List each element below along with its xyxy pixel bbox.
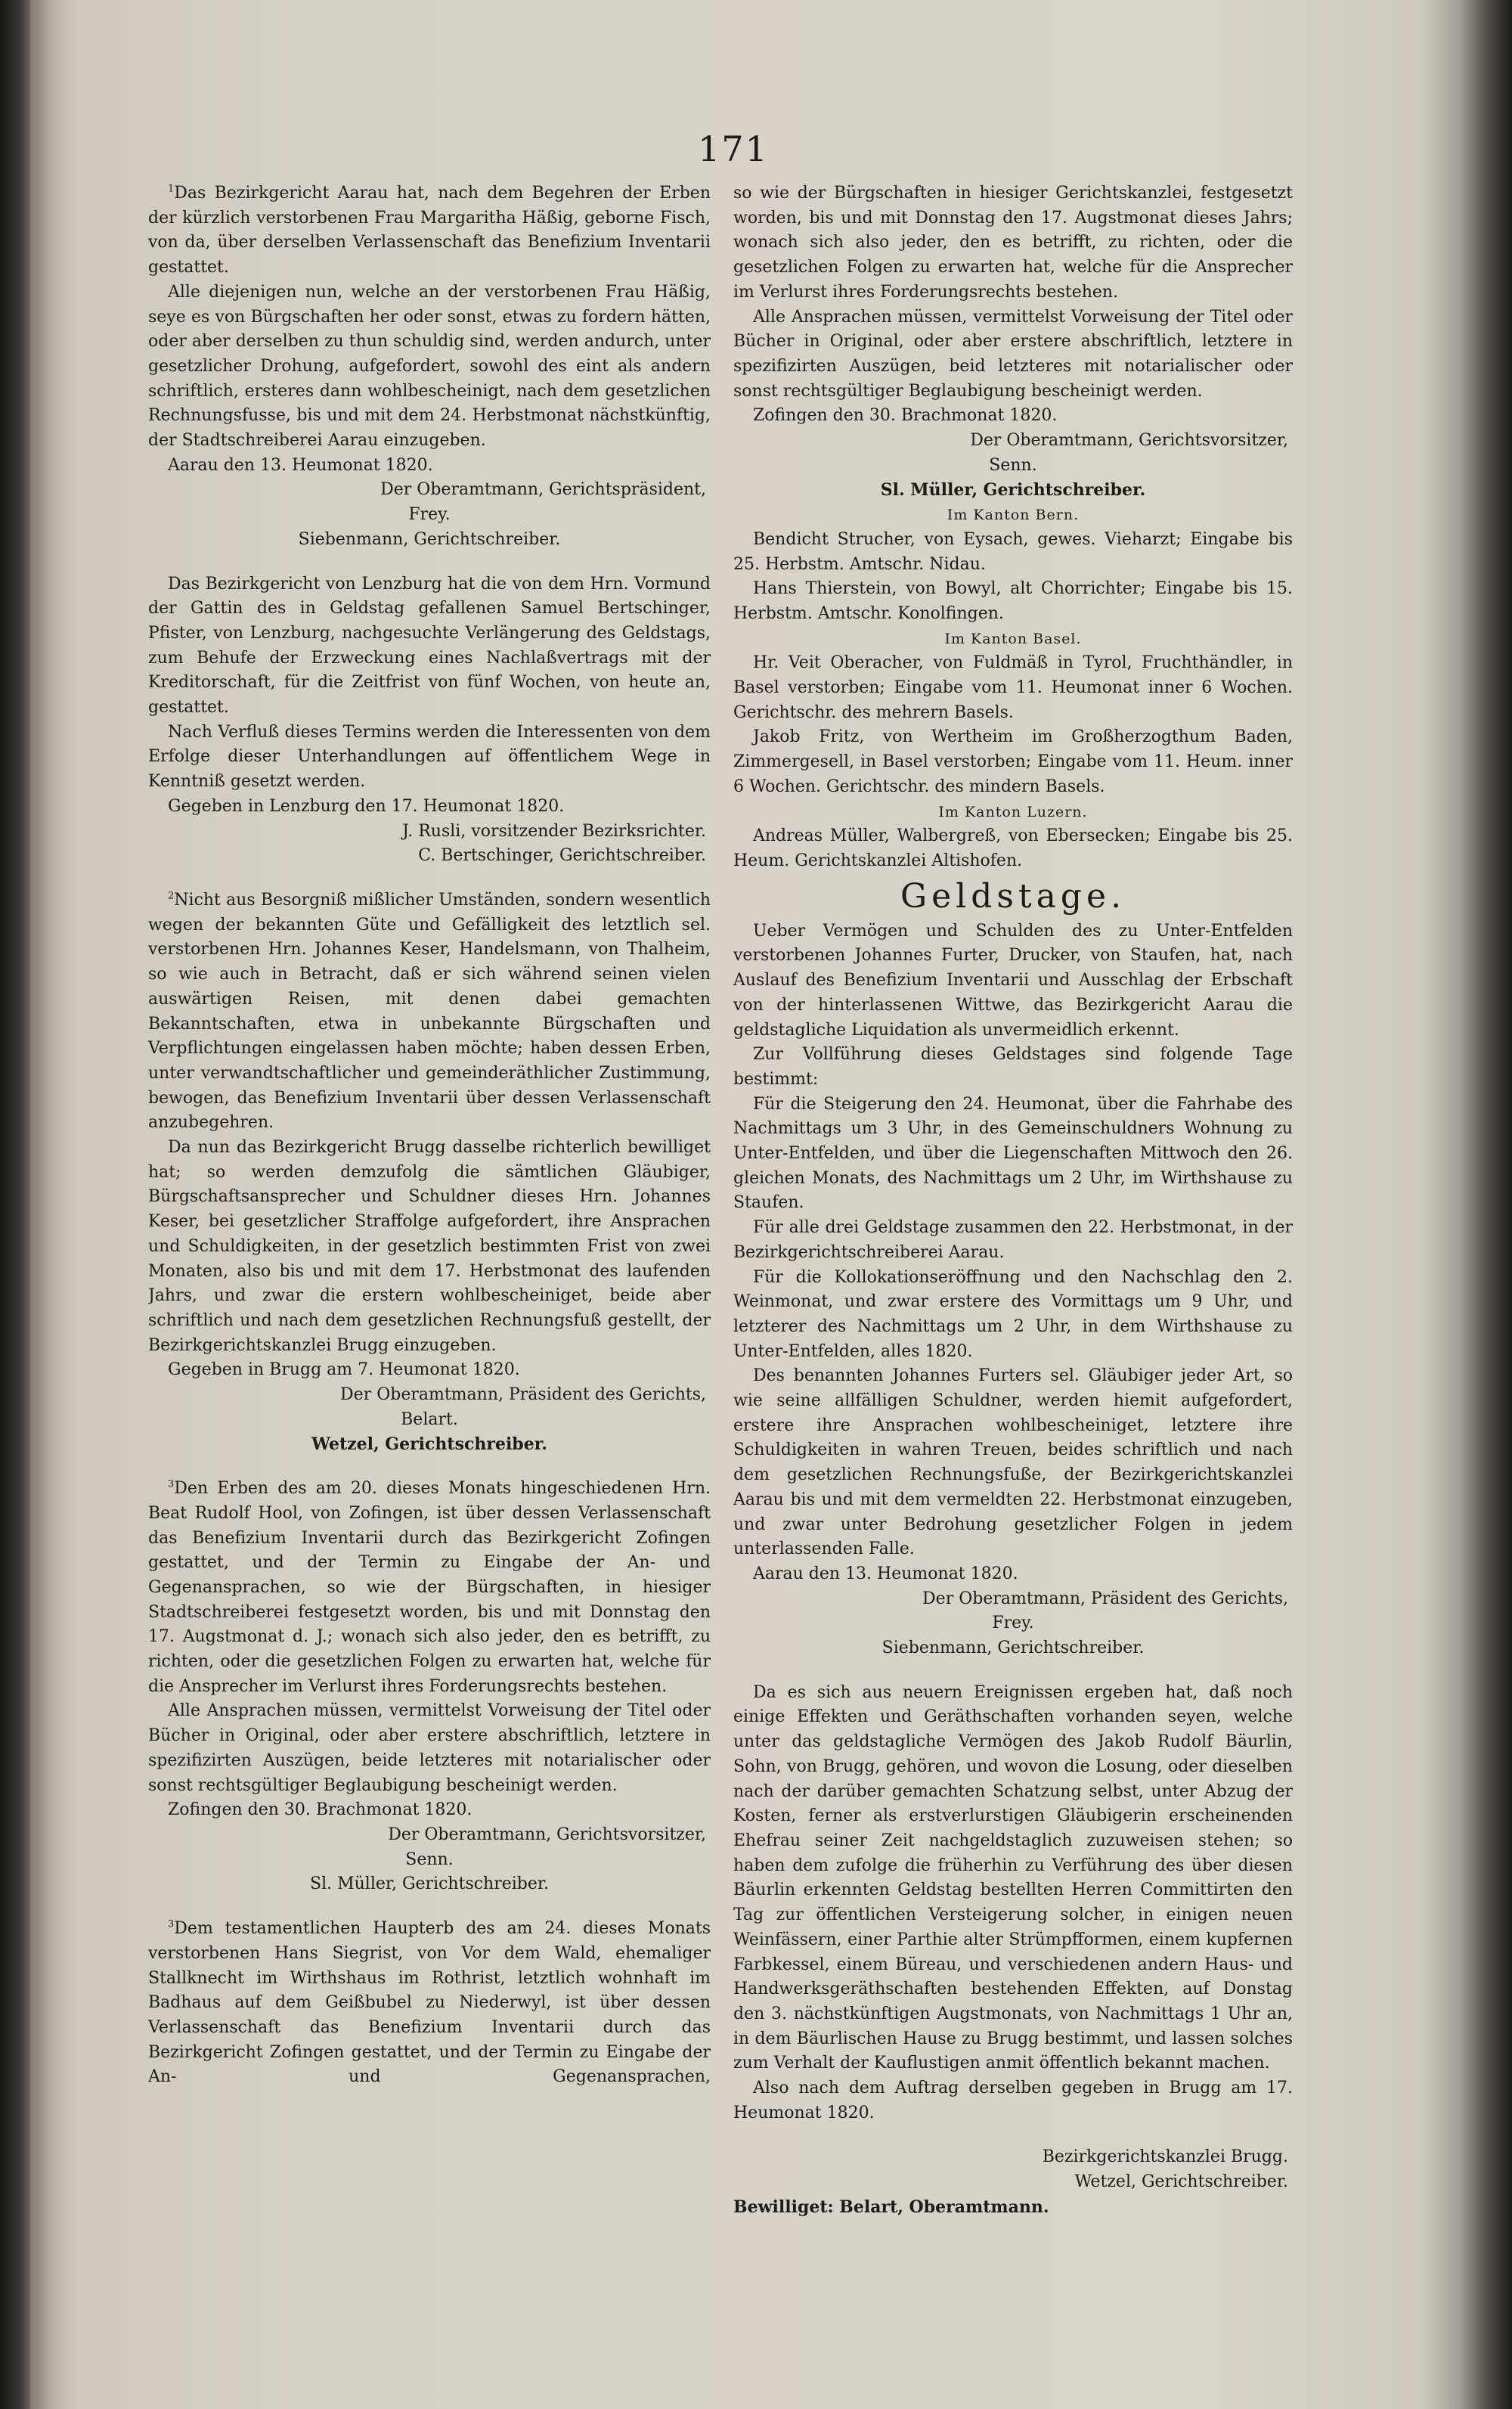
signature-title: Der Oberamtmann, Gerichtspräsident, [380, 480, 706, 500]
geldstage-section [733, 874, 1293, 1661]
notice-date: Zofingen den 30. Brachmonat 1820. [753, 406, 1058, 426]
signature-clerk: Wetzel, Gerichtschreiber. [1074, 2172, 1288, 2192]
section-heading: Geldstage. [900, 876, 1126, 916]
section-gap [148, 1897, 711, 1917]
canton-basel [733, 627, 1293, 800]
notice-date: Gegeben in Brugg am 7. Heumonat 1820. [168, 1360, 520, 1380]
notice-paragraph: Das Bezirkgericht von Lenzburg hat die von dem Hrn. Vormund der Gattin des in Geldstag gefallenen Samuel Bertschinger, Pfister, von Lenzburg, nachgesuchte Verlängerung des Geldstags, zum Behufe der Erzweckung eines Nachlaßvertrags mit der Kreditorschaft, für die Zeitfrist von fünf Wochen, von heute an, gestattet. [148, 574, 711, 718]
signature-name: Senn. [989, 455, 1037, 475]
notice-paragraph: Da nun das Bezirkgericht Brugg dasselbe richterlich bewilliget hat; so werden demzufolg die sämtlichen Gläubiger, Bürgschaftsansprecher und Schuldner dieses Hrn. Johannes Keser, bei gesetzlicher Straffolge aufgefordert, ihre Ansprachen und Schuldigkeiten, in der gesetzlich bestimmten Frist von zwei Monaten, also bis und mit dem 17. Herbstmonat des laufenden Jahrs, und zwar die erstern wohlbescheiniget, beide aber schriftlich und nach dem gesetzlichen Rechnungsfuß gestellt, der Bezirkgerichtskanzlei Brugg einzugeben. [148, 1138, 711, 1355]
section-gap [148, 869, 711, 888]
signature-title: Der Oberamtmann, Gerichtsvorsitzer, [388, 1825, 706, 1844]
canton-bern [733, 503, 1293, 627]
notice-haessig [148, 181, 711, 553]
basel-entry: Jakob Fritz, von Wertheim im Großherzogthum Baden, Zimmergesell, in Basel verstorben; Eingabe vom 11. Heum. inner 6 Wochen. Gerichtschr. des mindern Basels. [733, 727, 1293, 796]
signature-name: Frey. [408, 505, 451, 525]
notice-text [148, 888, 711, 1136]
section-gap [733, 2125, 1293, 2145]
notice-paragraph: Für die Kollokationseröffnung und den Nachschlag den 2. Weinmonat, und zwar erstere des Vormittags um 9 Uhr, und letzterer des Nachmittags um 2 Uhr, in dem Wirthshause zu Unter-Entfelden, alles 1820. [733, 1267, 1293, 1361]
notice-paragraph: Den Erben des am 20. dieses Monats hingeschiedenen Hrn. Beat Rudolf Hool, von Zofingen, ist über dessen Verlassenschaft das Benefizium Inventarii durch das Bezirkgericht Zofingen gestattet, und der Termin zu Eingabe der An- und Gegenansprachen, so wie der Bürgschaften, in hiesiger Stadtschreiberei festgesetzt worden, bis und mit Donnstag den 17. Augstmonat d. J.; wonach sich also jeder, den es betrifft, zu richten, oder die gesetzlichen Folgen zu erwarten hat, welche für die Ansprecher im Verlurst ihres Forderungsrechts bestehen. [148, 1479, 711, 1696]
notice-siegrist-continued [733, 181, 1293, 503]
signature-title: Der Oberamtmann, Gerichtsvorsitzer, [970, 431, 1288, 451]
notice-text [148, 1917, 711, 2090]
canton-heading: Im Kanton Bern. [947, 507, 1080, 524]
approval-line: Bewilliget: Belart, Oberamtmann. [733, 2197, 1049, 2217]
right-column [733, 181, 1293, 2374]
notice-paragraph: Für alle drei Geldstage zusammen den 22. Herbstmonat, in der Bezirkgerichtschreiberei Aarau. [733, 1218, 1293, 1262]
notice-paragraph: Dem testamentlichen Haupterb des am 24. dieses Monats verstorbenen Hans Siegrist, von Vor dem Wald, ehemaliger Stallknecht im Wirthshaus im Rothrist, letztlich wohnhaft im Badhaus auf dem Geißbubel zu Niederwyl, ist über dessen Verlassenschaft das Benefizium Inventarii durch das Bezirkgericht Zofingen gestattet, und der Termin zu Eingabe der An- und Gegenansprachen, [148, 1919, 711, 2087]
bern-entry: Hans Thierstein, von Bowyl, alt Chorrichter; Eingabe bis 15. Herbstm. Amtschr. Konolfingen. [733, 579, 1293, 623]
signature-clerk: Wetzel, Gerichtschreiber. [311, 1434, 547, 1455]
notice-paragraph: Alle Ansprachen müssen, vermittelst Vorweisung der Titel oder Bücher in Original, oder aber erstere abschriftlich, letztere in spezifizirten Auszügen, beid letzteres mit notarialischer oder sonst rechtsgültiger Beglaubigung bescheinigt werden. [733, 307, 1293, 401]
book-binding-edge [0, 0, 30, 2409]
canton-heading: Im Kanton Luzern. [938, 803, 1088, 820]
notice-date: Gegeben in Lenzburg den 17. Heumonat 1820. [168, 796, 565, 816]
notice-keser [148, 888, 711, 1457]
canton-heading: Im Kanton Basel. [944, 630, 1082, 647]
basel-entry: Hr. Veit Oberacher, von Fuldmäß in Tyrol, Fruchthändler, in Basel verstorben; Eingabe vom 11. Heumonat inner 6 Wochen. Gerichtschr. des mehrern Basels. [733, 653, 1293, 722]
signature-clerk: Sl. Müller, Gerichtschreiber. [310, 1874, 549, 1894]
notice-paragraph: Alle diejenigen nun, welche an der verstorbenen Frau Häßig, seye es von Bürgschaften her oder sonst, etwas zu fordern hätten, oder aber derselben zu thun schuldig sind, werden andurch, unter gesetzlicher Drohung, aufgefordert, sowohl des eint als andern schriftlich, ersteres dann wohlbescheinigt, nach dem gesetzlichen Rechnungsfusse, bis und mit dem 24. Herbstmonat nächstkünftig, der Stadtschreiberei Aarau einzugeben. [148, 282, 711, 451]
signature-clerk: Siebenmann, Gerichtschreiber. [298, 529, 561, 549]
page-number: 171 [698, 129, 769, 169]
notice-text [148, 1477, 711, 1699]
footnote-marker: 3 [168, 1478, 175, 1490]
section-gap [733, 1661, 1293, 1681]
notice-paragraph: so wie der Bürgschaften in hiesiger Gerichtskanzlei, festgesetzt worden, bis und mit Donnstag den 17. Augstmonat dieses Jahrs; wonach sich also jeder, den es betrifft, zu richten, oder die gesetzlichen Folgen zu erwarten hat, welche für die Ansprecher im Verlurst ihres Forderungsrechts bestehen. [733, 184, 1293, 302]
notice-date: Zofingen den 30. Brachmonat 1820. [168, 1800, 472, 1820]
notice-paragraph: Des benannten Johannes Furters sel. Gläubiger jeder Art, so wie seine allfälligen Schuldner, werden hiemit aufgefordert, erstere ihre Ansprachen wohlbescheiniget, letztere ihre Schuldigkeiten in wahren Treuen, beides schriftlich und nach dem gesetzlichen Rechnungsfuße, der Bezirkgerichtskanzlei Aarau bis und mit dem vermeldten 22. Herbstmonat einzugeben, und zwar unter Bedrohung gesetzlicher Folgen in jedem unterlassenden Falle. [733, 1366, 1293, 1559]
signature-judge: J. Rusli, vorsitzender Bezirksrichter. [402, 821, 706, 841]
signature-clerk: C. Bertschinger, Gerichtschreiber. [418, 846, 706, 866]
notice-paragraph: Also nach dem Auftrag derselben gegeben in Brugg am 17. Heumonat 1820. [733, 2079, 1293, 2122]
signature-name: Belart. [401, 1409, 458, 1429]
signature-chancery: Bezirkgerichtskanzlei Brugg. [1042, 2147, 1288, 2167]
canton-luzern [733, 800, 1293, 874]
section-gap [148, 553, 711, 572]
notice-paragraph: Für die Steigerung den 24. Heumonat, über die Fahrhabe des Nachmittags um 3 Uhr, in des Gemeinschuldners Wohnung zu Unter-Entfelden, und über die Liegenschaften Mittwoch den 26. gleichen Monats, des Nachmittags um 2 Uhr, im Wirthshause zu Staufen. [733, 1094, 1293, 1213]
notice-text [148, 181, 711, 281]
luzern-entry: Andreas Müller, Walbergreß, von Ebersecken; Eingabe bis 25. Heum. Gerichtskanzlei Altishofen. [733, 826, 1293, 870]
notice-siegrist [148, 1917, 711, 2090]
signature-name: Frey. [992, 1614, 1034, 1633]
signature-clerk: Siebenmann, Gerichtschreiber. [881, 1639, 1145, 1658]
left-column [148, 181, 711, 2374]
signature-name: Senn. [405, 1849, 454, 1869]
section-gap [148, 1457, 711, 1477]
notice-paragraph: Das Bezirkgericht Aarau hat, nach dem Begehren der Erben der kürzlich verstorbenen Frau Margaritha Häßig, geborne Fisch, von da, über derselben Verlassenschaft das Benefizium Inventarii gestattet. [148, 184, 711, 277]
notice-paragraph: Ueber Vermögen und Schulden des zu Unter-Entfelden verstorbenen Johannes Furter, Drucker, von Staufen, hat, nach Auslauf des Benefizium Inventarii und Ausschlag der Erbschaft von der hinterlassenen Wittwe, das Bezirkgericht Aarau die geldstagliche Liquidation als unvermeidlich erkennt. [733, 921, 1293, 1040]
notice-paragraph: Alle Ansprachen müssen, vermittelst Vorweisung der Titel oder Bücher in Original, oder aber erstere abschriftlich, letztere in spezifizirten Auszügen, beide letzteres mit notarialischer oder sonst rechtsgültiger Beglaubigung bescheinigt werden. [148, 1701, 711, 1795]
notice-hool [148, 1477, 711, 1897]
notice-paragraph: Nicht aus Besorgniß mißlicher Umständen, sondern wesentlich wegen der bekannten Güte und Gefälligkeit des letztlich sel. verstorbenen Hrn. Johannes Keser, Handelsmann, von Thalheim, so wie auch in Betracht, daß er sich während seinen vielen auswärtigen Reisen, mit denen dabei gemachten Bekanntschaften, etwa in unbekannte Bürgschaften und Verpflichtungen eingelassen haben möchte; haben dessen Erben, unter verwandtschaftlicher und gemeinderäthlicher Zustimmung, bewogen, das Benefizium Inventarii über dessen Verlassenschaft anzubegehren. [148, 890, 711, 1133]
notice-date: Aarau den 13. Heumonat 1820. [753, 1564, 1018, 1583]
bern-entry: Bendicht Strucher, von Eysach, gewes. Vieharzt; Eingabe bis 25. Herbstm. Amtschr. Nidau. [733, 529, 1293, 574]
notice-date: Aarau den 13. Heumonat 1820. [168, 455, 433, 475]
footnote-marker: 1 [168, 183, 175, 195]
footnote-marker: 2 [168, 890, 175, 902]
notice-paragraph: Zur Vollführung dieses Geldstages sind folgende Tage bestimmt: [733, 1045, 1293, 1089]
notice-paragraph: Nach Verfluß dieses Termins werden die Interessenten von dem Erfolge dieser Unterhandlungen auf öffentlichem Wege in Kenntniß gesetzt werden. [148, 722, 711, 792]
signature-title: Der Oberamtmann, Präsident des Gerichts, [340, 1385, 706, 1405]
signature-clerk: Sl. Müller, Gerichtschreiber. [880, 480, 1146, 501]
notice-baeurlin [733, 1681, 1293, 2220]
signature-title: Der Oberamtmann, Präsident des Gerichts, [922, 1589, 1288, 1608]
notice-bertschinger [148, 572, 711, 869]
notice-paragraph: Da es sich aus neuern Ereignissen ergeben hat, daß noch einige Effekten und Geräthschaften vorhanden seyen, welche unter das geldstagliche Vermögen des Jakob Rudolf Bäurlin, Sohn, von Brugg, gehören, und wovon die Losung, oder dieselben nach der darüber gemachten Schatzung selbst, unter Abzug der Kosten, ferner als erstverlurstigen Gläubigerin erscheinenden Ehefrau seiner Zeit nachgeldstaglich zuzuweisen stehen; so haben dem zufolge die früherhin zu Verführung des über diesen Bäurlin erkennten Geldstag bestellten Herren Committirten den Tag zur öffentlichen Versteigerung solcher, in einigen neuen Weinfässern, einer Parthie alter Strümpfformen, einem kupfernen Farbkessel, einem Büreau, und verschiedenen andern Haus- und Handwerksgeräthschaften bestehenden Effekten, auf Donstag den 3. nächstkünftigen Augstmonats, von Nachmittags 1 Uhr an, in dem Bäurlischen Hause zu Brugg bestimmt, und lassen solches zum Verhalt der Kauflustigen anmit öffentlich bekannt machen. [733, 1682, 1293, 2073]
footnote-marker: 3 [168, 1918, 175, 1930]
